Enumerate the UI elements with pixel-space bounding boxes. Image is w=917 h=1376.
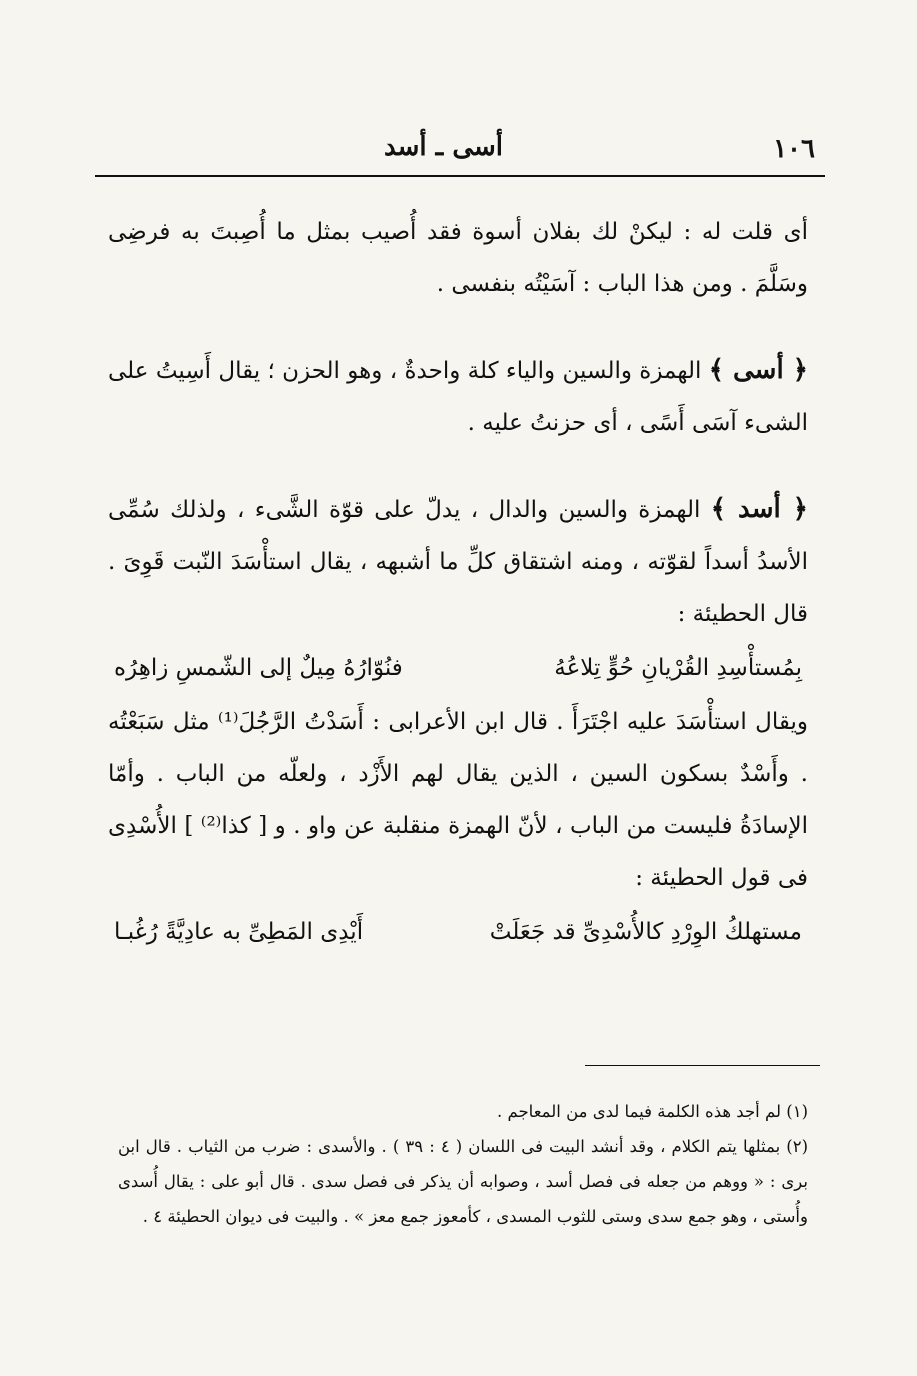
verse-line <box>108 904 808 960</box>
entry-asad <box>108 483 808 640</box>
verse-first-hemistich: بِمُستأْسِدِ القُرْيانِ حُوٍّ تِلاعُهُ <box>554 655 802 681</box>
paragraph: ويقال استأْسَدَ عليه اجْتَرَأَ . قال ابن الأعرابى : أَسَدْتُ الرَّجُلَ⁽¹⁾ مثل سَبَعْتُه . وأَسْدٌ بسكون السين ، الذين يقال لهم الأَزْد ، ولعلّه من الباب . وأمّا الإسادَةُ فليست من الباب ، لأنّ الهمزة منقلبة عن واو . و [ كذا⁽²⁾ ] الأُسْدِى فى قول الحطيئة : <box>108 709 808 891</box>
entry-text: الهمزة والسين والدال ، يدلّ على قوّة الشَّىء ، ولذلك سُمِّى الأسدُ أسداً لقوّته ، ومنه اشتقاق كلِّ ما أشبهه ، يقال استأْسَدَ النّبت قَوِىَ . قال الحطيئة : <box>108 497 808 627</box>
entry-headword: ﴿ أسى ﴾ <box>708 355 808 385</box>
verse-second-hemistich: فنُوّارُهُ مِيلٌ إلى الشّمسِ زاهِرُه <box>114 655 403 681</box>
footnotes <box>118 1094 808 1234</box>
spacer <box>108 310 808 344</box>
spacer <box>108 449 808 483</box>
page-header <box>95 128 825 174</box>
paragraph-continuation: أى قلت له : ليكنْ لك بفلان أسوة فقد أُصيب بمثل ما أُصِبتَ به فرضِى وسَلَّمَ . ومن هذا الباب : آسَيْتُه بنفسى . <box>108 219 808 297</box>
footnote-rule <box>585 1065 820 1066</box>
verse-first-hemistich: مستهلكُ الوِرْدِ كالأُسْدِىِّ قد جَعَلَتْ <box>489 919 802 945</box>
entry-headword: ﴿ أسد ﴾ <box>710 494 809 524</box>
main-text <box>108 206 808 960</box>
footnote-1: (١) لم أجد هذه الكلمة فيما لدى من المعاجم . <box>497 1102 808 1121</box>
footnote-2: (٢) بمثلها يتم الكلام ، وقد أنشد البيت فى اللسان ( ٤ : ٣٩ ) . والأسدى : ضرب من الثياب . قال ابن برى : « ووهم من جعله فى فصل أسد ، وصوابه أن يذكر فى فصل سدى . قال أبو على : يقال أُسدى وأُستى ، وهو جمع سدى وستى للثوب المسدى ، كأمعوز جمع معز » . والبيت فى ديوان الحطيئة ٤ . <box>118 1137 808 1226</box>
entry-asa <box>108 344 808 449</box>
verse-line <box>108 640 808 696</box>
verse-second-hemistich: أَيْدِى المَطِىِّ به عادِيَّةً رُغُبـا <box>114 919 364 945</box>
header-rule <box>95 175 825 177</box>
entry-text: الهمزة والسين والياء كلة واحدةٌ ، وهو الحزن ؛ يقال أَسِيتُ على الشىء آسَى أَسًى ، أى حزنتُ عليه . <box>108 358 808 436</box>
running-title: أسى ـ أسد <box>383 132 503 162</box>
page-number: ١٠٦ <box>773 134 815 164</box>
